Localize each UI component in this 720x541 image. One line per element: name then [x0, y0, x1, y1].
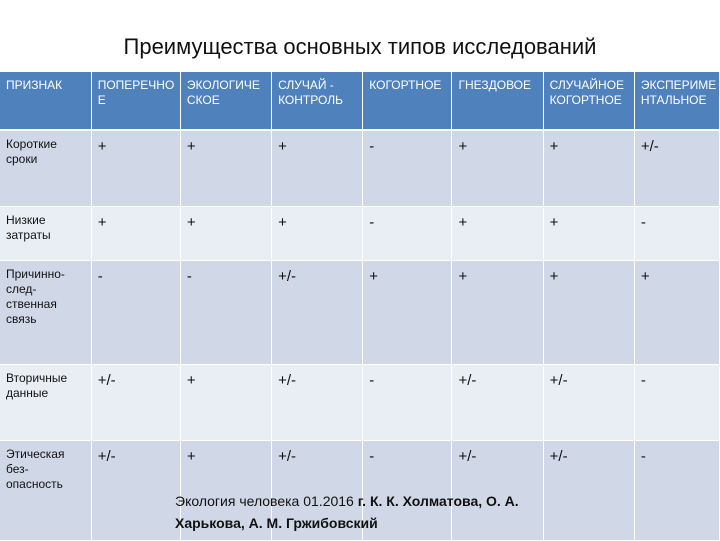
- table-cell: -: [363, 130, 452, 206]
- table-cell: +/-: [452, 440, 543, 540]
- table-cell: +: [543, 206, 634, 260]
- table-cell: +/-: [91, 364, 180, 440]
- table-cell: -: [91, 260, 180, 364]
- header-row: [0, 72, 720, 130]
- table-cell: +: [452, 206, 543, 260]
- table-cell: -: [634, 440, 719, 540]
- header-cell: ЭКОЛОГИЧЕ СКОЕ: [180, 72, 271, 130]
- table-row: [0, 130, 720, 206]
- comparison-table: [0, 72, 720, 541]
- table-cell: -: [363, 440, 452, 540]
- citation-authors-cont: Харькова, А. М. Гржибовский: [175, 515, 378, 531]
- table-cell: +/-: [272, 260, 363, 364]
- table-cell: +: [272, 130, 363, 206]
- table-cell: -: [363, 364, 452, 440]
- header-cell: СЛУЧАЙНОЕ КОГОРТНОЕ: [543, 72, 634, 130]
- table-cell: -: [634, 206, 719, 260]
- table-cell: -: [363, 206, 452, 260]
- table-cell: +: [543, 130, 634, 206]
- table-cell: +: [452, 260, 543, 364]
- table-row: [0, 364, 720, 440]
- citation-authors: г. К. К. Холматова, О. А.: [357, 493, 519, 509]
- row-label: Причинно-след-ственная связь: [0, 260, 91, 364]
- table-cell: +: [272, 206, 363, 260]
- table-cell: -: [634, 364, 719, 440]
- table-cell: +/-: [634, 130, 719, 206]
- table-cell: +: [452, 130, 543, 206]
- table-cell: +: [91, 206, 180, 260]
- table-cell: +: [180, 206, 271, 260]
- row-label: Низкие затраты: [0, 206, 91, 260]
- table-cell: +/-: [543, 364, 634, 440]
- table-cell: +/-: [452, 364, 543, 440]
- table-cell: +: [91, 130, 180, 206]
- table-row: [0, 206, 720, 260]
- table-cell: +: [180, 130, 271, 206]
- table-cell: +: [363, 260, 452, 364]
- table-cell: +: [180, 440, 271, 540]
- row-label: Короткие сроки: [0, 130, 91, 206]
- table-cell: +/-: [272, 440, 363, 540]
- header-cell: ПОПЕРЕЧНО Е: [91, 72, 180, 130]
- table-row: [0, 260, 720, 364]
- row-label: Этическая без-опасность: [0, 440, 91, 540]
- table-cell: +/-: [543, 440, 634, 540]
- header-cell: СЛУЧАЙ - КОНТРОЛЬ: [272, 72, 363, 130]
- citation-text: Экология человека 01.2016: [175, 493, 358, 509]
- table-cell: +: [543, 260, 634, 364]
- slide-title: Преимущества основных типов исследований: [123, 34, 597, 59]
- table-cell: -: [180, 260, 271, 364]
- header-cell: ГНЕЗДОВОЕ: [452, 72, 543, 130]
- header-cell: ПРИЗНАК: [0, 72, 91, 130]
- table-cell: +/-: [91, 440, 180, 540]
- row-label: Вторичные данные: [0, 364, 91, 440]
- table-cell: +/-: [272, 364, 363, 440]
- table-cell: +: [634, 260, 719, 364]
- header-cell: КОГОРТНОЕ: [363, 72, 452, 130]
- source-citation: [175, 490, 715, 534]
- table-cell: +: [180, 364, 271, 440]
- header-cell: ЭКСПЕРИМЕ НТАЛЬНОЕ: [634, 72, 719, 130]
